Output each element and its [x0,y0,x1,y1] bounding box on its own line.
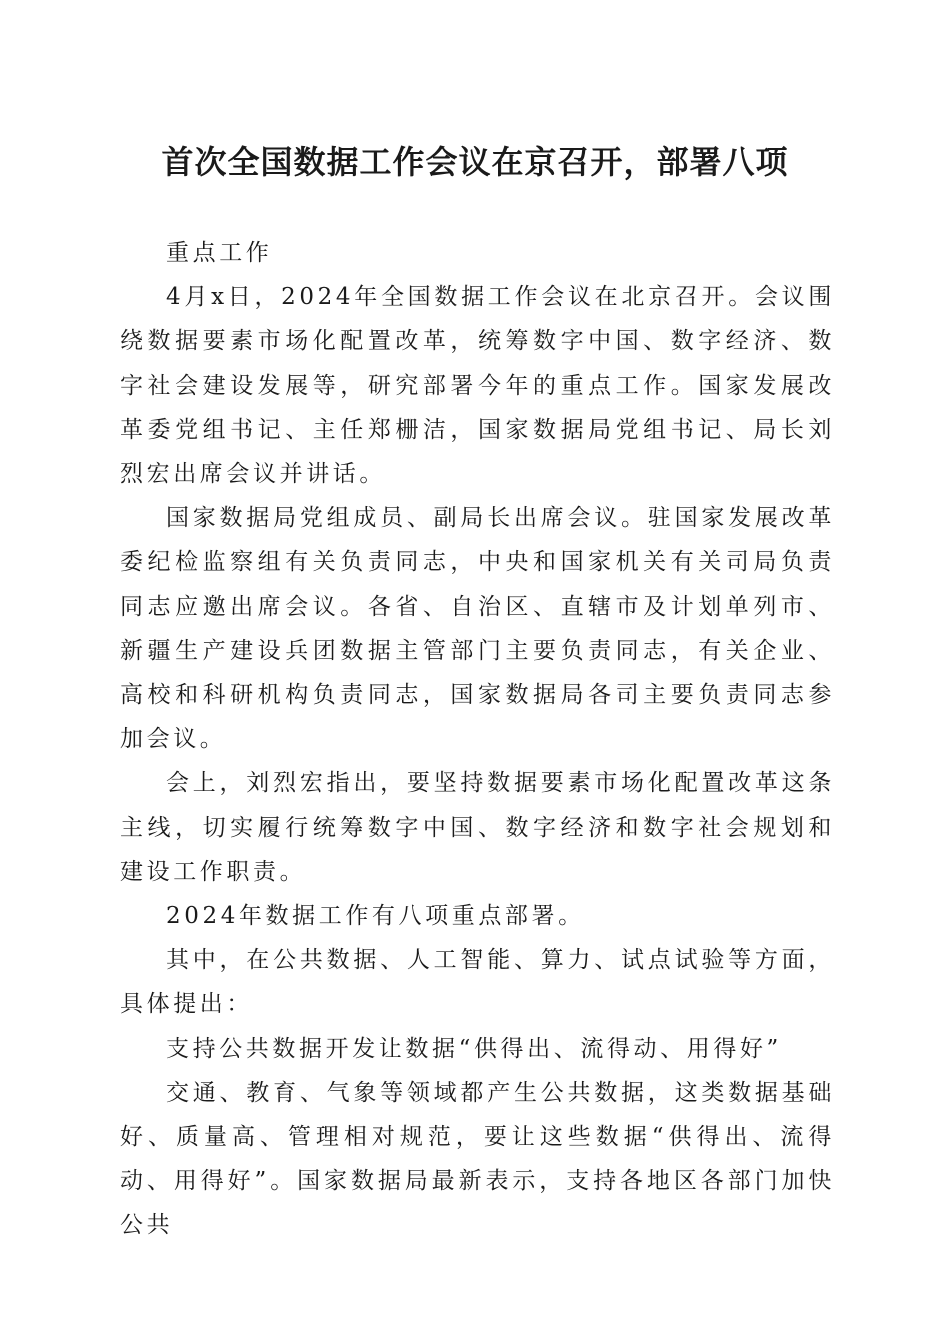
paragraph-7: 支持公共数据开发让数据“供得出、流得动、用得好” [166,1035,782,1062]
paragraph-3: 国家数据局党组成员、副局长出席会议。驻国家发展改革委纪检监察组有关负责同志，中央和国家机关有关司局负责同志应邀出席会议。各省、自治区、直辖市及计划单列市、新疆生产建设兵团数据主管部门主要负责同志，有关企业、高校和科研机构负责同志，国家数据局各司主要负责同志参加会议。 [120,505,835,753]
document-title: 首次全国数据工作会议在京召开，部署八项 [161,143,789,181]
paragraph-5: 2024年数据工作有八项重点部署。 [166,903,585,930]
paragraph-8: 交通、教育、气象等领域都产生公共数据，这类数据基础好、质量高、管理相对规范，要让这些数据“供得出、流得动、用得好”。国家数据局最新表示，支持各地区各部门加快公共 [120,1079,835,1239]
paragraph-4: 会上，刘烈宏指出，要坚持数据要素市场化配置改革这条主线，切实履行统筹数字中国、数字经济和数字社会规划和建设工作职责。 [120,770,835,885]
paragraph-2: 4月x日，2024年全国数据工作会议在北京召开。会议围绕数据要素市场化配置改革，统筹数字中国、数字经济、数字社会建设发展等，研究部署今年的重点工作。国家发展改革委党组书记、主任郑栅洁，国家数据局党组书记、局长刘烈宏出席会议并讲话。 [120,284,835,488]
paragraph-6: 其中，在公共数据、人工智能、算力、试点试验等方面，具体提出： [120,947,835,1018]
paragraph-1: 重点工作 [166,240,273,266]
document-body [120,231,835,1248]
